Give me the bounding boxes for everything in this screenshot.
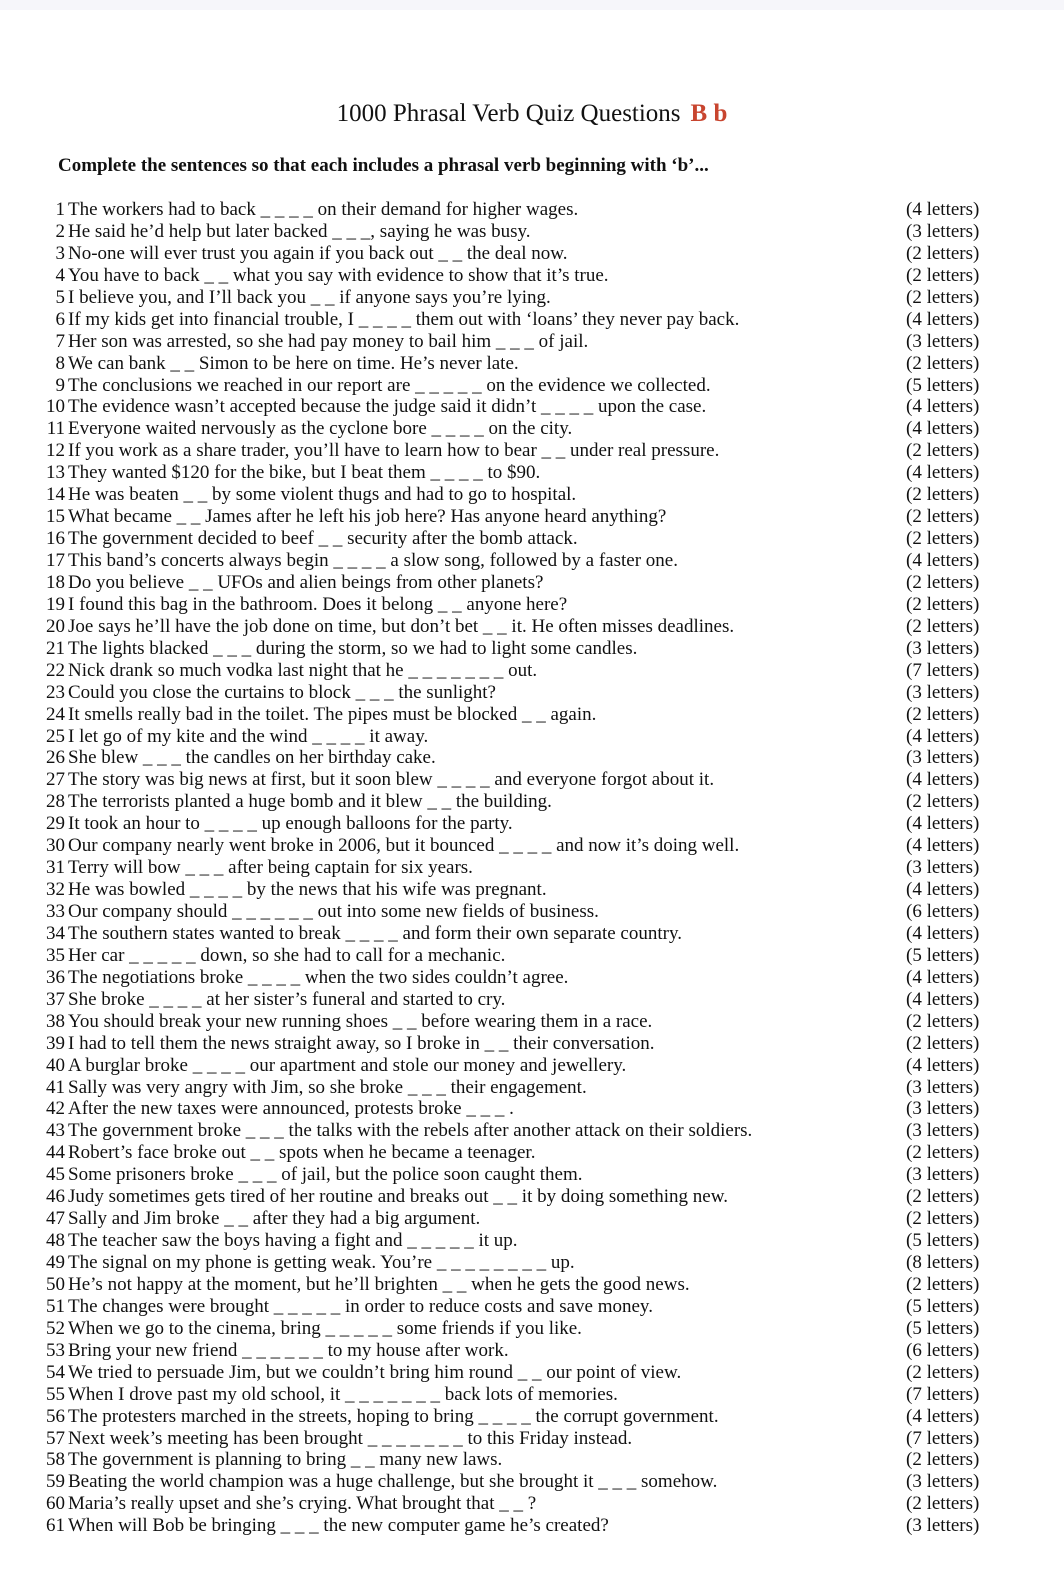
question-text: Sally and Jim broke _ _ after they had a big argument.: [68, 1208, 481, 1230]
letter-count: (4 letters): [906, 769, 980, 791]
question-row: [0, 857, 1064, 879]
question-text: Robert’s face broke out _ _ spots when he became a teenager.: [68, 1142, 536, 1164]
question-text: Terry will bow _ _ _ after being captain for six years.: [68, 857, 473, 879]
letter-count: (3 letters): [906, 747, 980, 769]
question-number: 11: [46, 418, 65, 440]
question-row: [0, 835, 1064, 857]
question-number: 46: [46, 1186, 65, 1208]
letter-count: (2 letters): [906, 264, 980, 286]
question-number: 18: [46, 571, 65, 593]
question-number: 8: [55, 352, 65, 374]
question-number: 12: [46, 440, 65, 462]
letter-count: (3 letters): [906, 681, 980, 703]
question-row: [0, 287, 1064, 309]
letter-count: (5 letters): [906, 1295, 980, 1317]
question-row: [0, 791, 1064, 813]
question-number: 3: [55, 242, 65, 264]
question-text: The teacher saw the boys having a fight and _ _ _ _ _ it up.: [68, 1230, 518, 1252]
letter-count: (5 letters): [906, 1317, 980, 1339]
question-row: [0, 243, 1064, 265]
letter-count: (2 letters): [906, 1361, 980, 1383]
question-row: [0, 594, 1064, 616]
question-number: 43: [46, 1120, 65, 1142]
letter-count: (2 letters): [906, 352, 980, 374]
question-text: The changes were brought _ _ _ _ _ in order to reduce costs and save money.: [68, 1295, 653, 1317]
question-row: [0, 1252, 1064, 1274]
question-text: He was bowled _ _ _ _ by the news that his wife was pregnant.: [68, 879, 547, 901]
letter-count: (4 letters): [906, 813, 980, 835]
question-row: [0, 769, 1064, 791]
letter-count: (7 letters): [906, 659, 980, 681]
letter-count: (3 letters): [906, 1164, 980, 1186]
question-number: 5: [55, 286, 65, 308]
question-number: 53: [46, 1339, 65, 1361]
question-row: [0, 967, 1064, 989]
question-row: [0, 1318, 1064, 1340]
letter-count: (3 letters): [906, 1076, 980, 1098]
question-text: Our company nearly went broke in 2006, but it bounced _ _ _ _ and now it’s doing well.: [68, 835, 740, 857]
question-row: [0, 440, 1064, 462]
letter-count: (4 letters): [906, 1405, 980, 1427]
question-number: 61: [46, 1515, 65, 1537]
letter-count: (3 letters): [906, 220, 980, 242]
question-row: [0, 1208, 1064, 1230]
letter-count: (3 letters): [906, 1515, 980, 1537]
question-text: No-one will ever trust you again if you back out _ _ the deal now.: [68, 242, 568, 264]
question-number: 7: [55, 330, 65, 352]
question-number: 47: [46, 1208, 65, 1230]
question-row: [0, 1274, 1064, 1296]
question-row: [0, 309, 1064, 331]
letter-count: (2 letters): [906, 1032, 980, 1054]
question-number: 56: [46, 1405, 65, 1427]
letter-count: (3 letters): [906, 1120, 980, 1142]
question-row: [0, 506, 1064, 528]
question-number: 29: [46, 813, 65, 835]
question-text: Her son was arrested, so she had pay money to bail him _ _ _ of jail.: [68, 330, 589, 352]
question-text: If you work as a share trader, you’ll have to learn how to bear _ _ under real pressure.: [68, 440, 720, 462]
letter-count: (2 letters): [906, 593, 980, 615]
letter-count: (5 letters): [906, 1230, 980, 1252]
question-row: [0, 1384, 1064, 1406]
question-row: [0, 484, 1064, 506]
question-text: It took an hour to _ _ _ _ up enough balloons for the party.: [68, 813, 513, 835]
question-row: [0, 1471, 1064, 1493]
letter-count: (8 letters): [906, 1252, 980, 1273]
instructions: Complete the sentences so that each includes a phrasal verb beginning with ‘b’...: [58, 155, 709, 176]
letter-count: (3 letters): [906, 1098, 980, 1120]
question-text: Our company should _ _ _ _ _ _ out into some new fields of business.: [68, 901, 599, 922]
question-number: 1: [55, 199, 65, 220]
question-number: 19: [46, 593, 65, 615]
letter-count: (4 letters): [906, 550, 980, 571]
question-text: The story was big news at first, but it soon blew _ _ _ _ and everyone forgot about it.: [68, 769, 715, 791]
question-row: [0, 813, 1064, 835]
letter-count: (7 letters): [906, 1427, 980, 1449]
question-number: 49: [46, 1252, 65, 1273]
question-number: 9: [55, 374, 65, 396]
question-number: 38: [46, 1010, 65, 1032]
question-row: [0, 1186, 1064, 1208]
letter-count: (4 letters): [906, 462, 980, 484]
question-text: What became _ _ James after he left his job here? Has anyone heard anything?: [68, 506, 667, 528]
question-row: [0, 616, 1064, 638]
question-text: When we go to the cinema, bring _ _ _ _ _ some friends if you like.: [68, 1317, 582, 1339]
question-text: The government is planning to bring _ _ many new laws.: [68, 1449, 503, 1471]
question-row: [0, 462, 1064, 484]
letter-count: (2 letters): [906, 1273, 980, 1295]
letter-count: (2 letters): [906, 506, 980, 528]
question-number: 31: [46, 857, 65, 879]
question-text: The government broke _ _ _ the talks with the rebels after another attack on their soldiers.: [68, 1120, 753, 1142]
question-number: 2: [55, 220, 65, 242]
question-text: You have to back _ _ what you say with evidence to show that it’s true.: [68, 264, 609, 286]
question-text: He was beaten _ _ by some violent thugs and had to go to hospital.: [68, 484, 577, 506]
question-number: 22: [46, 659, 65, 681]
question-row: [0, 1142, 1064, 1164]
question-text: I had to tell them the news straight away, so I broke in _ _ their conversation.: [68, 1032, 655, 1054]
letter-count: (2 letters): [906, 440, 980, 462]
question-text: When will Bob be bringing _ _ _ the new computer game he’s created?: [68, 1515, 609, 1537]
letter-count: (2 letters): [906, 571, 980, 593]
question-number: 10: [46, 396, 65, 418]
question-row: [0, 199, 1064, 221]
letter-count: (4 letters): [906, 1054, 980, 1076]
question-text: I let go of my kite and the wind _ _ _ _ it away.: [68, 725, 429, 747]
letter-count: (3 letters): [906, 857, 980, 879]
question-row: [0, 353, 1064, 375]
question-number: 55: [46, 1383, 65, 1405]
question-number: 36: [46, 966, 65, 988]
question-row: [0, 1120, 1064, 1142]
question-text: The southern states wanted to break _ _ _ _ and form their own separate country.: [68, 922, 682, 944]
letter-count: (2 letters): [906, 1449, 980, 1471]
question-row: [0, 221, 1064, 243]
question-text: Her car _ _ _ _ _ down, so she had to call for a mechanic.: [68, 944, 506, 966]
question-row: [0, 923, 1064, 945]
question-row: [0, 726, 1064, 748]
question-number: 51: [46, 1295, 65, 1317]
question-row: [0, 1011, 1064, 1033]
question-text: Everyone waited nervously as the cyclone bore _ _ _ _ on the city.: [68, 418, 573, 440]
question-number: 57: [46, 1427, 65, 1449]
title-letters: B b: [690, 100, 728, 127]
question-text: Sally was very angry with Jim, so she broke _ _ _ their engagement.: [68, 1076, 587, 1098]
question-row: [0, 1493, 1064, 1515]
letter-count: (4 letters): [906, 308, 980, 330]
question-text: I believe you, and I’ll back you _ _ if anyone says you’re lying.: [68, 286, 551, 308]
question-text: This band’s concerts always begin _ _ _ _ a slow song, followed by a faster one.: [68, 550, 678, 571]
question-row: [0, 550, 1064, 572]
letter-count: (2 letters): [906, 242, 980, 264]
question-number: 42: [46, 1098, 65, 1120]
question-row: [0, 704, 1064, 726]
question-number: 33: [46, 901, 65, 922]
letter-count: (6 letters): [906, 1339, 980, 1361]
question-number: 41: [46, 1076, 65, 1098]
question-number: 4: [55, 264, 65, 286]
letter-count: (4 letters): [906, 966, 980, 988]
question-number: 48: [46, 1230, 65, 1252]
letter-count: (3 letters): [906, 1471, 980, 1493]
question-number: 39: [46, 1032, 65, 1054]
question-row: [0, 1230, 1064, 1252]
letter-count: (4 letters): [906, 199, 980, 220]
question-text: Could you close the curtains to block _ _ _ the sunlight?: [68, 681, 496, 703]
question-row: [0, 638, 1064, 660]
question-row: [0, 1449, 1064, 1471]
question-text: He said he’d help but later backed _ _ _, saying he was busy.: [68, 220, 531, 242]
question-number: 32: [46, 879, 65, 901]
question-text: The negotiations broke _ _ _ _ when the two sides couldn’t agree.: [68, 966, 569, 988]
question-text: Do you believe _ _ UFOs and alien beings from other planets?: [68, 571, 544, 593]
question-number: 27: [46, 769, 65, 791]
question-text: The terrorists planted a huge bomb and it blew _ _ the building.: [68, 791, 552, 813]
question-text: The evidence wasn’t accepted because the judge said it didn’t _ _ _ _ upon the case.: [68, 396, 707, 418]
title-text: 1000 Phrasal Verb Quiz Questions: [336, 100, 681, 127]
letter-count: (2 letters): [906, 528, 980, 550]
question-number: 26: [46, 747, 65, 769]
question-text: We tried to persuade Jim, but we couldn’t bring him round _ _ our point of view.: [68, 1361, 682, 1383]
question-number: 28: [46, 791, 65, 813]
question-number: 23: [46, 681, 65, 703]
question-number: 54: [46, 1361, 65, 1383]
question-row: [0, 418, 1064, 440]
question-number: 13: [46, 462, 65, 484]
question-text: The government decided to beef _ _ security after the bomb attack.: [68, 528, 578, 550]
question-row: [0, 265, 1064, 287]
question-row: [0, 1055, 1064, 1077]
letter-count: (3 letters): [906, 330, 980, 352]
question-row: [0, 1033, 1064, 1055]
question-row: [0, 375, 1064, 397]
page-title: [0, 100, 1064, 128]
letter-count: (2 letters): [906, 1186, 980, 1208]
question-text: They wanted $120 for the bike, but I beat them _ _ _ _ to $90.: [68, 462, 541, 484]
question-row: [0, 1406, 1064, 1428]
letter-count: (4 letters): [906, 725, 980, 747]
question-number: 40: [46, 1054, 65, 1076]
question-number: 14: [46, 484, 65, 506]
letter-count: (2 letters): [906, 703, 980, 725]
question-number: 25: [46, 725, 65, 747]
question-row: [0, 1098, 1064, 1120]
question-text: We can bank _ _ Simon to be here on time. He’s never late.: [68, 352, 519, 374]
letter-count: (4 letters): [906, 396, 980, 418]
question-number: 59: [46, 1471, 65, 1493]
question-row: [0, 1296, 1064, 1318]
question-text: If my kids get into financial trouble, I _ _ _ _ them out with ‘loans’ they never pay back.: [68, 308, 740, 330]
question-row: [0, 879, 1064, 901]
question-row: [0, 660, 1064, 682]
question-number: 21: [46, 637, 65, 659]
question-row: [0, 528, 1064, 550]
top-bar: [0, 0, 1064, 10]
question-text: A burglar broke _ _ _ _ our apartment and stole our money and jewellery.: [68, 1054, 627, 1076]
question-row: [0, 989, 1064, 1011]
question-number: 45: [46, 1164, 65, 1186]
question-text: Bring your new friend _ _ _ _ _ _ to my house after work.: [68, 1339, 509, 1361]
question-row: [0, 396, 1064, 418]
question-number: 20: [46, 615, 65, 637]
question-number: 58: [46, 1449, 65, 1471]
question-number: 50: [46, 1273, 65, 1295]
question-text: It smells really bad in the toilet. The pipes must be blocked _ _ again.: [68, 703, 597, 725]
letter-count: (2 letters): [906, 615, 980, 637]
question-text: Nick drank so much vodka last night that he _ _ _ _ _ _ _ out.: [68, 659, 538, 681]
question-text: Beating the world champion was a huge challenge, but she brought it _ _ _ somehow.: [68, 1471, 718, 1493]
question-row: [0, 1164, 1064, 1186]
letter-count: (2 letters): [906, 1142, 980, 1164]
question-row: [0, 682, 1064, 704]
letter-count: (2 letters): [906, 1493, 980, 1515]
question-text: She broke _ _ _ _ at her sister’s funeral and started to cry.: [68, 988, 506, 1010]
question-number: 34: [46, 922, 65, 944]
question-number: 37: [46, 988, 65, 1010]
question-text: Joe says he’ll have the job done on time, but don’t bet _ _ it. He often misses deadlines.: [68, 615, 735, 637]
question-row: [0, 1362, 1064, 1384]
question-row: [0, 1077, 1064, 1099]
question-number: 17: [46, 550, 65, 571]
question-row: [0, 331, 1064, 353]
question-number: 30: [46, 835, 65, 857]
letter-count: (4 letters): [906, 418, 980, 440]
question-text: The conclusions we reached in our report are _ _ _ _ _ on the evidence we collected.: [68, 374, 711, 396]
question-row: [0, 747, 1064, 769]
question-number: 24: [46, 703, 65, 725]
letter-count: (5 letters): [906, 944, 980, 966]
letter-count: (4 letters): [906, 922, 980, 944]
question-number: 6: [55, 308, 65, 330]
letter-count: (2 letters): [906, 1010, 980, 1032]
question-text: The workers had to back _ _ _ _ on their demand for higher wages.: [68, 199, 579, 220]
letter-count: (4 letters): [906, 835, 980, 857]
letter-count: (2 letters): [906, 1208, 980, 1230]
question-row: [0, 945, 1064, 967]
letter-count: (2 letters): [906, 286, 980, 308]
question-text: The signal on my phone is getting weak. You’re _ _ _ _ _ _ _ _ up.: [68, 1252, 575, 1273]
question-row: [0, 1515, 1064, 1537]
letter-count: (6 letters): [906, 901, 980, 922]
letter-count: (2 letters): [906, 791, 980, 813]
question-row: [0, 572, 1064, 594]
question-text: After the new taxes were announced, protests broke _ _ _ .: [68, 1098, 514, 1120]
question-text: I found this bag in the bathroom. Does it belong _ _ anyone here?: [68, 593, 568, 615]
question-text: The lights blacked _ _ _ during the storm, so we had to light some candles.: [68, 637, 638, 659]
question-list: [0, 199, 1064, 1537]
question-text: He’s not happy at the moment, but he’ll brighten _ _ when he gets the good news.: [68, 1273, 690, 1295]
question-text: Maria’s really upset and she’s crying. What brought that _ _ ?: [68, 1493, 537, 1515]
question-number: 15: [46, 506, 65, 528]
question-number: 44: [46, 1142, 65, 1164]
question-number: 35: [46, 944, 65, 966]
question-number: 60: [46, 1493, 65, 1515]
question-number: 52: [46, 1317, 65, 1339]
question-row: [0, 1428, 1064, 1450]
question-text: You should break your new running shoes _ _ before wearing them in a race.: [68, 1010, 653, 1032]
question-text: Some prisoners broke _ _ _ of jail, but the police soon caught them.: [68, 1164, 583, 1186]
letter-count: (3 letters): [906, 637, 980, 659]
question-row: [0, 901, 1064, 923]
question-text: She blew _ _ _ the candles on her birthday cake.: [68, 747, 436, 769]
question-text: The protesters marched in the streets, hoping to bring _ _ _ _ the corrupt government.: [68, 1405, 719, 1427]
letter-count: (4 letters): [906, 988, 980, 1010]
question-text: Next week’s meeting has been brought _ _ _ _ _ _ _ to this Friday instead.: [68, 1427, 633, 1449]
letter-count: (5 letters): [906, 374, 980, 396]
letter-count: (2 letters): [906, 484, 980, 506]
letter-count: (7 letters): [906, 1383, 980, 1405]
question-number: 16: [46, 528, 65, 550]
question-row: [0, 1340, 1064, 1362]
question-text: Judy sometimes gets tired of her routine and breaks out _ _ it by doing something new.: [68, 1186, 728, 1208]
letter-count: (4 letters): [906, 879, 980, 901]
question-text: When I drove past my old school, it _ _ _ _ _ _ _ back lots of memories.: [68, 1383, 618, 1405]
